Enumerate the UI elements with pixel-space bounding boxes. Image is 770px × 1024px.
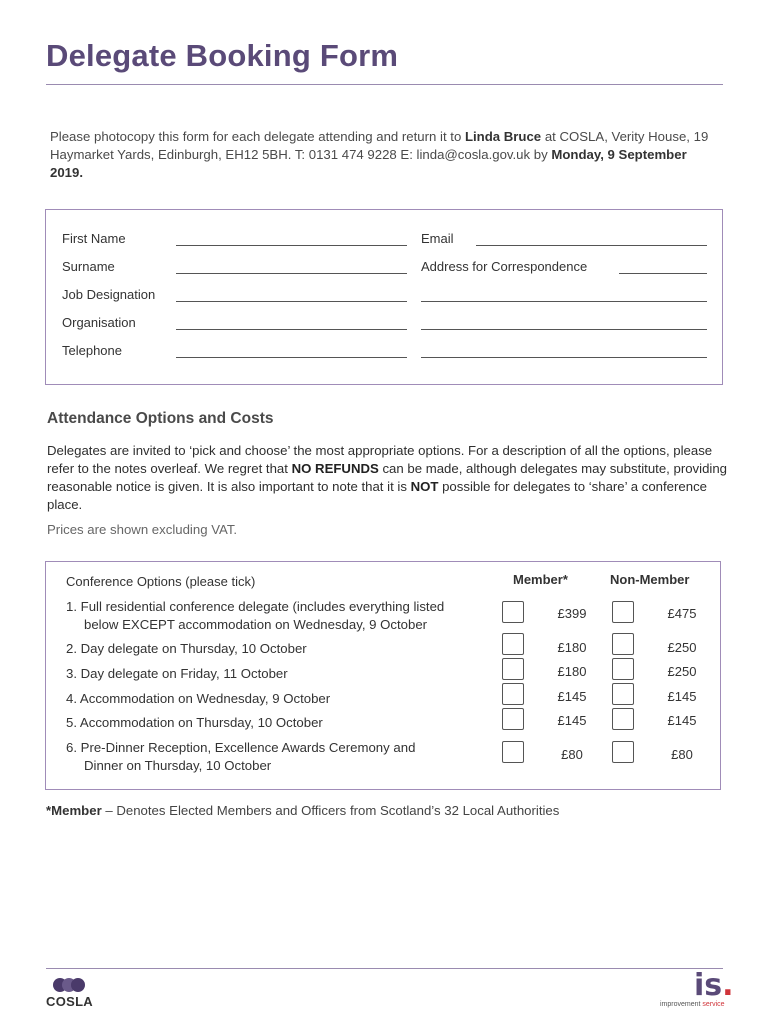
option-2-non-member-checkbox[interactable] — [612, 633, 634, 655]
option-row-6-line-2: Dinner on Thursday, 10 October — [84, 758, 272, 773]
option-6-member-price: £80 — [561, 747, 583, 762]
option-4-member-price: £145 — [557, 689, 587, 704]
option-row-1-line-2: below EXCEPT accommodation on Wednesday, 9 October — [84, 617, 428, 632]
option-2-member-checkbox[interactable] — [502, 633, 524, 655]
option-4-non-member-price: £145 — [667, 689, 697, 704]
option-row-3-text: 3. Day delegate on Friday, 11 October — [66, 666, 288, 681]
option-1-non-member-price: £475 — [667, 606, 697, 621]
option-5-member-checkbox[interactable] — [502, 708, 524, 730]
attendance-heading: Attendance Options and Costs — [47, 410, 274, 427]
improvement-service-tagline — [660, 1001, 725, 1008]
attendance-text-3: possible for delegates to ‘share’ a conference place. — [47, 479, 707, 512]
option-1-member-checkbox[interactable] — [502, 601, 524, 623]
surname-label: Surname — [62, 259, 115, 274]
is-logo-dot: . — [722, 968, 734, 1003]
surname-field[interactable] — [176, 273, 407, 274]
telephone-label: Telephone — [62, 343, 122, 358]
attendance-paragraph — [47, 442, 737, 514]
address-field-line-1[interactable] — [619, 273, 707, 274]
option-row-2-text: 2. Day delegate on Thursday, 10 October — [66, 641, 307, 656]
title-divider — [46, 84, 723, 85]
intro-text-2: at COSLA, Verity House, 19 Haymarket Yards, Edinburgh, EH12 5BH. T: 0131 474 9228 E: linda@cosla.gov.uk by — [50, 129, 709, 162]
address-field-line-3[interactable] — [421, 329, 707, 330]
member-column-header: Member* — [513, 572, 568, 587]
address-label: Address for Correspondence — [421, 259, 588, 274]
option-2-member-price: £180 — [557, 640, 587, 655]
cosla-logo-text: COSLA — [46, 994, 93, 1009]
not-text: NOT — [410, 479, 439, 494]
is-tagline-2: service — [702, 1001, 725, 1008]
footnote-term: *Member — [46, 803, 102, 818]
option-2-non-member-price: £250 — [667, 640, 697, 655]
option-3-member-price: £180 — [557, 664, 587, 679]
option-4-non-member-checkbox[interactable] — [612, 683, 634, 705]
organisation-field[interactable] — [176, 329, 407, 330]
option-4-member-checkbox[interactable] — [502, 683, 524, 705]
page-title: Delegate Booking Form — [46, 38, 399, 73]
option-row-6-line-1: 6. Pre-Dinner Reception, Excellence Awards Ceremony and — [66, 740, 416, 755]
email-label: Email — [421, 231, 454, 246]
address-field-line-2[interactable] — [421, 301, 707, 302]
option-row-1-text — [66, 598, 496, 634]
option-row-6-text — [66, 739, 496, 775]
footer-divider — [46, 968, 723, 969]
email-field[interactable] — [476, 245, 707, 246]
option-6-member-checkbox[interactable] — [502, 741, 524, 763]
first-name-label: First Name — [62, 231, 126, 246]
option-row-1-line-1: 1. Full residential conference delegate (includes everything listed — [66, 599, 445, 614]
job-designation-field[interactable] — [176, 301, 407, 302]
first-name-field[interactable] — [176, 245, 407, 246]
option-row-5-text: 5. Accommodation on Thursday, 10 October — [66, 715, 323, 730]
intro-deadline: Monday, 9 September 2019. — [50, 147, 687, 180]
option-row-4-text: 4. Accommodation on Wednesday, 9 October — [66, 691, 331, 706]
footnote-definition: – Denotes Elected Members and Officers from Scotland’s 32 Local Authorities — [101, 803, 560, 818]
option-5-non-member-checkbox[interactable] — [612, 708, 634, 730]
option-6-non-member-checkbox[interactable] — [612, 741, 634, 763]
option-3-member-checkbox[interactable] — [502, 658, 524, 680]
no-refunds-text: NO REFUNDS — [291, 461, 379, 476]
option-1-member-price: £399 — [557, 606, 587, 621]
option-5-non-member-price: £145 — [667, 713, 697, 728]
telephone-field[interactable] — [176, 357, 407, 358]
cosla-logo-icon — [53, 978, 85, 992]
option-6-non-member-price: £80 — [671, 747, 693, 762]
attendance-text-2: can be made, although delegates may substitute, providing reasonable notice is given. It is also important to note that it is — [47, 461, 728, 494]
option-3-non-member-checkbox[interactable] — [612, 658, 634, 680]
non-member-column-header: Non-Member — [610, 572, 690, 587]
member-footnote — [46, 803, 559, 818]
is-tagline-1: improvement — [660, 1001, 703, 1008]
job-designation-label: Job Designation — [62, 287, 156, 302]
intro-text-1: Please photocopy this form for each delegate attending and return it to — [50, 129, 465, 144]
vat-note: Prices are shown excluding VAT. — [47, 522, 238, 537]
attendance-text-1: Delegates are invited to ‘pick and choose’ the most appropriate options. For a description of all the options, please refer to the notes overleaf. We regret that — [47, 443, 713, 476]
is-logo-text: is — [694, 968, 723, 1003]
option-1-non-member-checkbox[interactable] — [612, 601, 634, 623]
address-field-line-4[interactable] — [421, 357, 707, 358]
intro-paragraph — [50, 128, 710, 182]
intro-contact-name: Linda Bruce — [464, 129, 542, 144]
options-heading: Conference Options (please tick) — [66, 574, 256, 589]
improvement-service-logo — [694, 968, 734, 1003]
organisation-label: Organisation — [62, 315, 136, 330]
option-3-non-member-price: £250 — [667, 664, 697, 679]
option-5-member-price: £145 — [557, 713, 587, 728]
